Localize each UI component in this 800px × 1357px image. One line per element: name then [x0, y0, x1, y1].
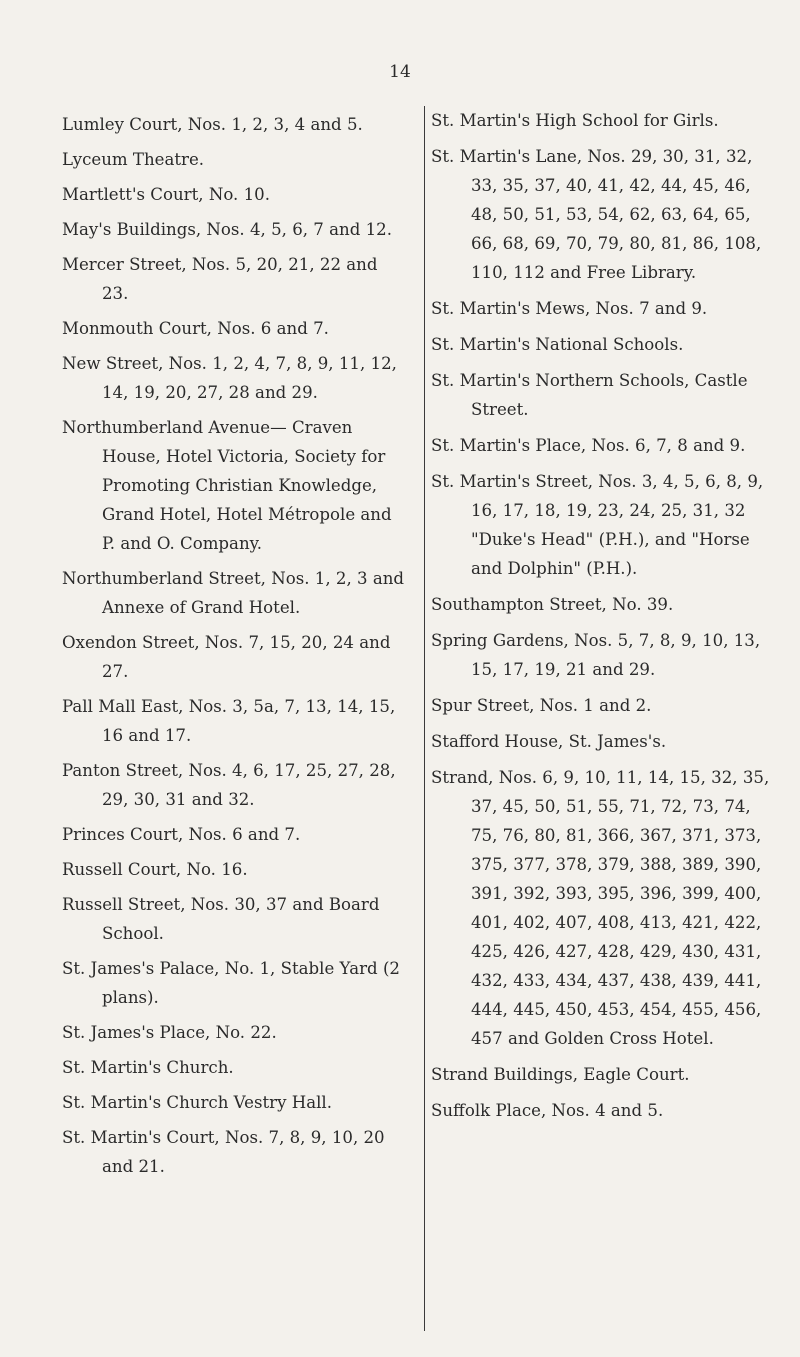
list-entry: St. Martin's Church Vestry Hall.	[62, 1093, 332, 1112]
list-entry: Stafford House, St. James's.	[431, 732, 667, 751]
list-entry: St. James's Place, No. 22.	[62, 1023, 277, 1042]
list-entry: St. Martin's Lane, Nos. 29, 30, 31, 32, 33, 35, 37, 40, 41, 42, 44, 45, 46, 48, 50, 51, 53, 54, 62, 63, 64, 65, 66, 68, 69, 70, 79, 80, 81, 86, 108, 110, 112 and Free Library.	[431, 147, 762, 282]
list-entry: St. Martin's Street, Nos. 3, 4, 5, 6, 8, 9, 16, 17, 18, 19, 23, 24, 25, 31, 32 "Duke's Head" (P.H.), and "Horse and Dolphin" (P.H.).	[431, 472, 764, 578]
list-entry: St. Martin's Mews, Nos. 7 and 9.	[431, 299, 708, 318]
list-entry: Russell Court, No. 16.	[62, 860, 248, 879]
list-entry: Spur Street, Nos. 1 and 2.	[431, 696, 652, 715]
page-number: 14	[389, 62, 411, 82]
list-entry: St. James's Palace, No. 1, Stable Yard (2 plans).	[62, 959, 400, 1007]
list-entry: Suffolk Place, Nos. 4 and 5.	[431, 1101, 664, 1120]
list-entry: Northumberland Avenue— Craven House, Hotel Victoria, Society for Promoting Christian Knowledge, Grand Hotel, Hotel Métropole and P. and O. Company.	[62, 418, 392, 553]
list-entry: St. Martin's Northern Schools, Castle Street.	[431, 371, 748, 419]
list-entry: New Street, Nos. 1, 2, 4, 7, 8, 9, 11, 12, 14, 19, 20, 27, 28 and 29.	[62, 354, 397, 402]
list-entry: Lyceum Theatre.	[62, 150, 205, 169]
list-entry: St. Martin's Place, Nos. 6, 7, 8 and 9.	[431, 436, 746, 455]
list-entry: St. Martin's High School for Girls.	[431, 111, 719, 130]
list-entry: Strand, Nos. 6, 9, 10, 11, 14, 15, 32, 35, 37, 45, 50, 51, 55, 71, 72, 73, 74, 75, 76, 80, 81, 366, 367, 371, 373, 375, 377, 378, 379, 388, 389, 390, 391, 392, 393, 395, 396, 399, 400, 401, 402, 407, 408, 413, 421, 422, 425, 426, 427, 428, 429, 430, 431, 432, 433, 434, 437, 438, 439, 441, 444, 445, 450, 453, 454, 455, 456, 457 and Golden Cross Hotel.	[431, 768, 770, 1048]
list-entry: Spring Gardens, Nos. 5, 7, 8, 9, 10, 13, 15, 17, 19, 21 and 29.	[431, 631, 761, 679]
list-entry: Pall Mall East, Nos. 3, 5a, 7, 13, 14, 15, 16 and 17.	[62, 697, 396, 745]
list-entry: Southampton Street, No. 39.	[431, 595, 674, 614]
list-entry: Princes Court, Nos. 6 and 7.	[62, 825, 301, 844]
right-column	[424, 106, 776, 1331]
list-entry: Russell Street, Nos. 30, 37 and Board School.	[62, 895, 380, 943]
list-entry: Oxendon Street, Nos. 7, 15, 20, 24 and 27.	[62, 633, 391, 681]
list-entry: Monmouth Court, Nos. 6 and 7.	[62, 319, 329, 338]
list-entry: May's Buildings, Nos. 4, 5, 6, 7 and 12.	[62, 220, 393, 239]
list-entry: Martlett's Court, No. 10.	[62, 185, 270, 204]
list-entry: St. Martin's National Schools.	[431, 335, 684, 354]
left-column	[62, 110, 407, 1187]
list-entry: St. Martin's Court, Nos. 7, 8, 9, 10, 20 and 21.	[62, 1128, 385, 1176]
list-entry: Northumberland Street, Nos. 1, 2, 3 and Annexe of Grand Hotel.	[62, 569, 405, 617]
list-entry: Panton Street, Nos. 4, 6, 17, 25, 27, 28, 29, 30, 31 and 32.	[62, 761, 396, 809]
list-entry: Mercer Street, Nos. 5, 20, 21, 22 and 23.	[62, 255, 378, 303]
list-entry: Lumley Court, Nos. 1, 2, 3, 4 and 5.	[62, 115, 363, 134]
list-entry: Strand Buildings, Eagle Court.	[431, 1065, 690, 1084]
list-entry: St. Martin's Church.	[62, 1058, 234, 1077]
